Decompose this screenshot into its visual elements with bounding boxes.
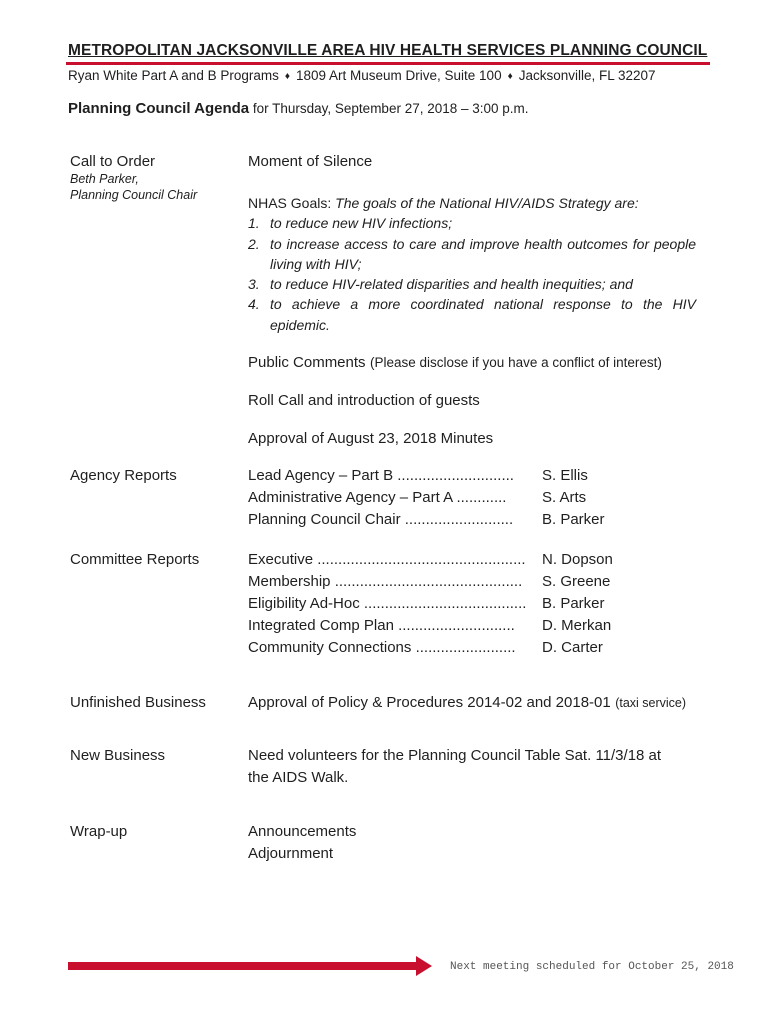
chair-role: Planning Council Chair (70, 188, 198, 202)
goal-number: 4. (248, 296, 260, 313)
header-divider (66, 62, 710, 65)
table-row (248, 549, 613, 571)
section-call-to-order: Call to Order (70, 153, 156, 170)
committee-presenter: B. Parker (542, 595, 605, 612)
report-presenter: S. Ellis (542, 467, 588, 484)
next-meeting-note: Next meeting scheduled for October 25, 2018 (450, 961, 734, 973)
committee-presenter: N. Dopson (542, 551, 613, 568)
goal-number: 1. (248, 215, 260, 232)
moment-of-silence: Moment of Silence (248, 153, 373, 170)
agenda-heading (68, 100, 529, 117)
committee-item: Eligibility Ad-Hoc ....................................... (248, 595, 527, 612)
policy-note: (taxi service) (615, 696, 687, 710)
chair-name: Beth Parker, (70, 172, 139, 186)
committee-reports-list (248, 549, 613, 659)
list-item (248, 234, 696, 275)
goal-text: to reduce new HIV infections; (270, 215, 453, 232)
minutes-approval: Approval of August 23, 2018 Minutes (248, 430, 494, 447)
diamond-separator-icon: ♦ (507, 71, 513, 82)
nhas-label: NHAS Goals: (248, 195, 332, 211)
city-state-zip: Jacksonville, FL 32207 (518, 68, 656, 83)
committee-presenter: S. Greene (542, 573, 611, 590)
table-row (248, 571, 613, 593)
table-row (248, 487, 605, 509)
table-row (248, 509, 605, 531)
unfinished-item (248, 694, 686, 712)
agenda-label: Planning Council Agenda (68, 100, 250, 117)
nhas-intro: The goals of the National HIV/AIDS Strategy are: (331, 195, 639, 211)
list-item (248, 213, 696, 233)
goals-list (248, 213, 696, 335)
list-item (248, 274, 696, 294)
report-presenter: B. Parker (542, 511, 605, 528)
street-address: 1809 Art Museum Drive, Suite 100 (295, 68, 502, 83)
committee-item: Membership ............................................. (248, 573, 523, 590)
roll-call: Roll Call and introduction of guests (248, 392, 480, 409)
goal-text: to reduce HIV-related disparities and health inequities; and (270, 276, 633, 293)
committee-presenter: D. Carter (542, 639, 603, 656)
announcements: Announcements (248, 823, 357, 840)
goal-number: 3. (248, 276, 260, 293)
agency-reports-list (248, 465, 605, 531)
goal-text: to increase access to care and improve health outcomes for people living with HIV; (270, 235, 696, 272)
report-item: Planning Council Chair .......................... (248, 511, 514, 528)
committee-item: Executive .................................................. (248, 551, 526, 568)
nhas-heading (248, 193, 696, 213)
arrow-right-icon (416, 956, 432, 976)
list-item (248, 294, 696, 335)
committee-item: Community Connections ........................ (248, 639, 516, 656)
section-committee-reports: Committee Reports (70, 551, 200, 568)
new-business-line-1: Need volunteers for the Planning Council Table Sat. 11/3/18 at (248, 747, 662, 764)
diamond-separator-icon: ♦ (284, 71, 290, 82)
header-subtitle (68, 68, 656, 83)
public-comments-note: (Please disclose if you have a conflict of interest) (370, 355, 662, 370)
report-item: Administrative Agency – Part A ............ (248, 489, 507, 506)
report-item: Lead Agency – Part B ............................ (248, 467, 514, 484)
table-row (248, 593, 613, 615)
adjournment: Adjournment (248, 845, 334, 862)
section-new-business: New Business (70, 747, 166, 764)
program-name: Ryan White Part A and B Programs (68, 68, 279, 83)
table-row (248, 465, 605, 487)
section-agency-reports: Agency Reports (70, 467, 177, 484)
table-row (248, 615, 613, 637)
goal-text: to achieve a more coordinated national response to the HIV epidemic. (270, 296, 696, 333)
public-comments (248, 354, 662, 372)
section-unfinished-business: Unfinished Business (70, 694, 206, 711)
agenda-date: for Thursday, September 27, 2018 – 3:00 p.m. (249, 101, 529, 116)
section-wrap-up: Wrap-up (70, 823, 128, 840)
footer-arrow-bar (68, 962, 418, 970)
new-business-line-2: the AIDS Walk. (248, 769, 349, 786)
committee-item: Integrated Comp Plan ............................ (248, 617, 515, 634)
policy-approval: Approval of Policy & Procedures 2014-02 and 2018-01 (248, 694, 611, 711)
public-comments-label: Public Comments (248, 354, 366, 371)
report-presenter: S. Arts (542, 489, 587, 506)
council-title: METROPOLITAN JACKSONVILLE AREA HIV HEALTH SERVICES PLANNING COUNCIL (68, 42, 708, 59)
nhas-goals (248, 193, 696, 335)
table-row (248, 637, 613, 659)
committee-presenter: D. Merkan (542, 617, 612, 634)
goal-number: 2. (248, 235, 260, 252)
